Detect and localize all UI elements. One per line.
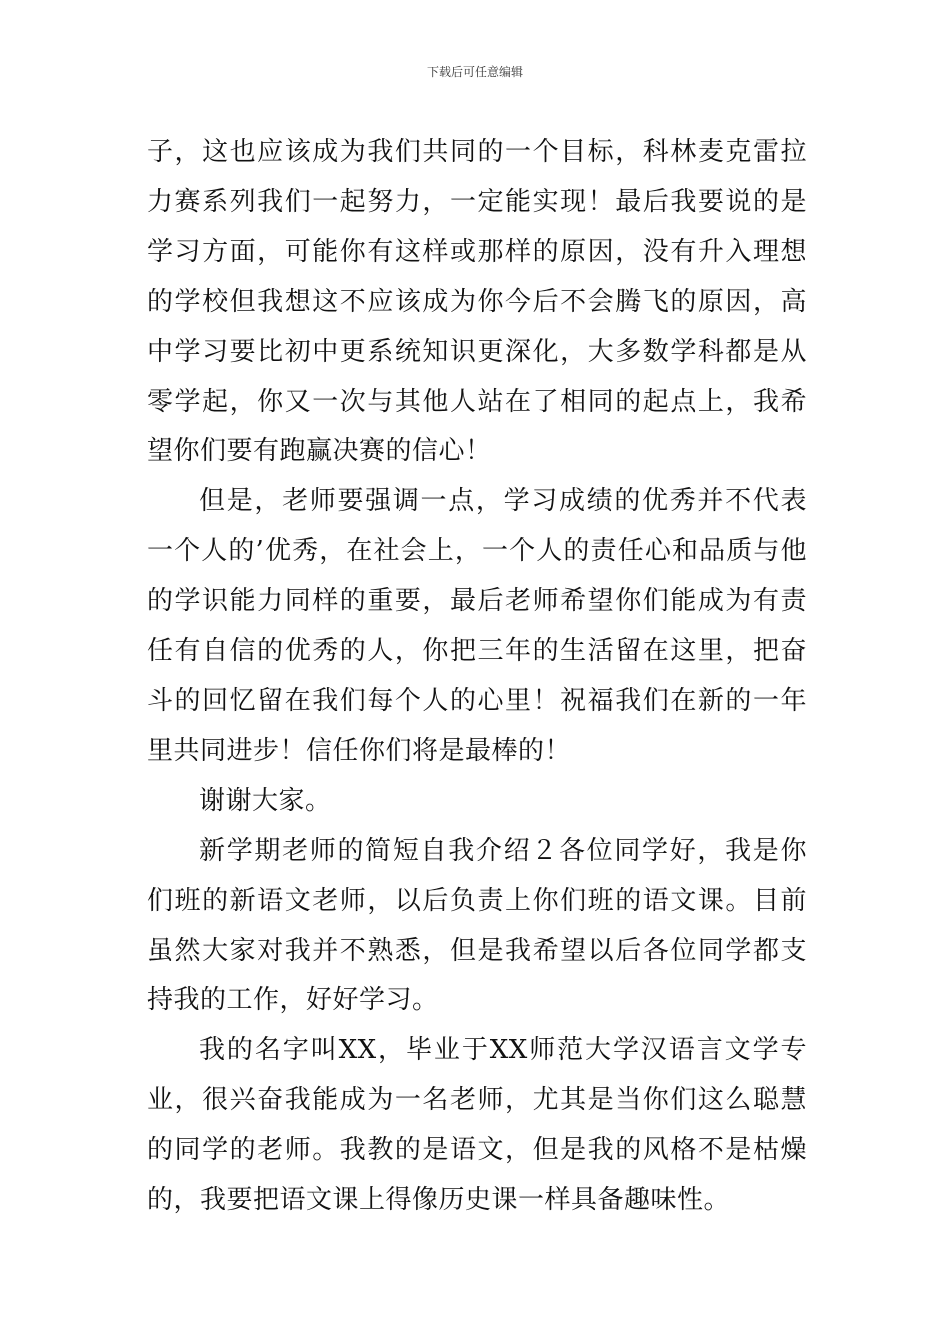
paragraph-4: 新学期老师的简短自我介绍２各位同学好，我是你们班的新语文老师，以后负责上你们班的语文课。目前虽然大家对我并不熟悉，但是我希望以后各位同学都支持我的工作，好好学习。 bbox=[147, 835, 807, 1016]
paragraph-3: 谢谢大家。 bbox=[199, 785, 332, 816]
page-header: 下载后可任意编辑 bbox=[426, 65, 523, 79]
paragraph-5: 我的名字叫XX，毕业于XX师范大学汉语言文学专业，很兴奋我能成为一名老师，尤其是当你们这么聪慧的同学的老师。我教的是语文，但是我的风格不是枯燥的，我要把语文课上得像历史课一样具备趣味性。 bbox=[147, 1035, 807, 1216]
document-body bbox=[147, 128, 807, 1226]
paragraph-2: 但是，老师要强调一点，学习成绩的优秀并不代表一个人的’优秀，在社会上，一个人的责任心和品质与他的学识能力同样的重要，最后老师希望你们能成为有责任有自信的优秀的人，你把三年的生活留在这里，把奋斗的回忆留在我们每个人的心里！祝福我们在新的一年里共同进步！信任你们将是最棒的！ bbox=[147, 486, 807, 766]
paragraph-1: 子，这也应该成为我们共同的一个目标，科林麦克雷拉力赛系列我们一起努力，一定能实现！最后我要说的是学习方面，可能你有这样或那样的原因，没有升入理想的学校但我想这不应该成为你今后不会腾飞的原因，高中学习要比初中更系统知识更深化，大多数学科都是从零学起，你又一次与其他人站在了相同的起点上，我希望你们要有跑赢决赛的信心！ bbox=[147, 137, 807, 467]
